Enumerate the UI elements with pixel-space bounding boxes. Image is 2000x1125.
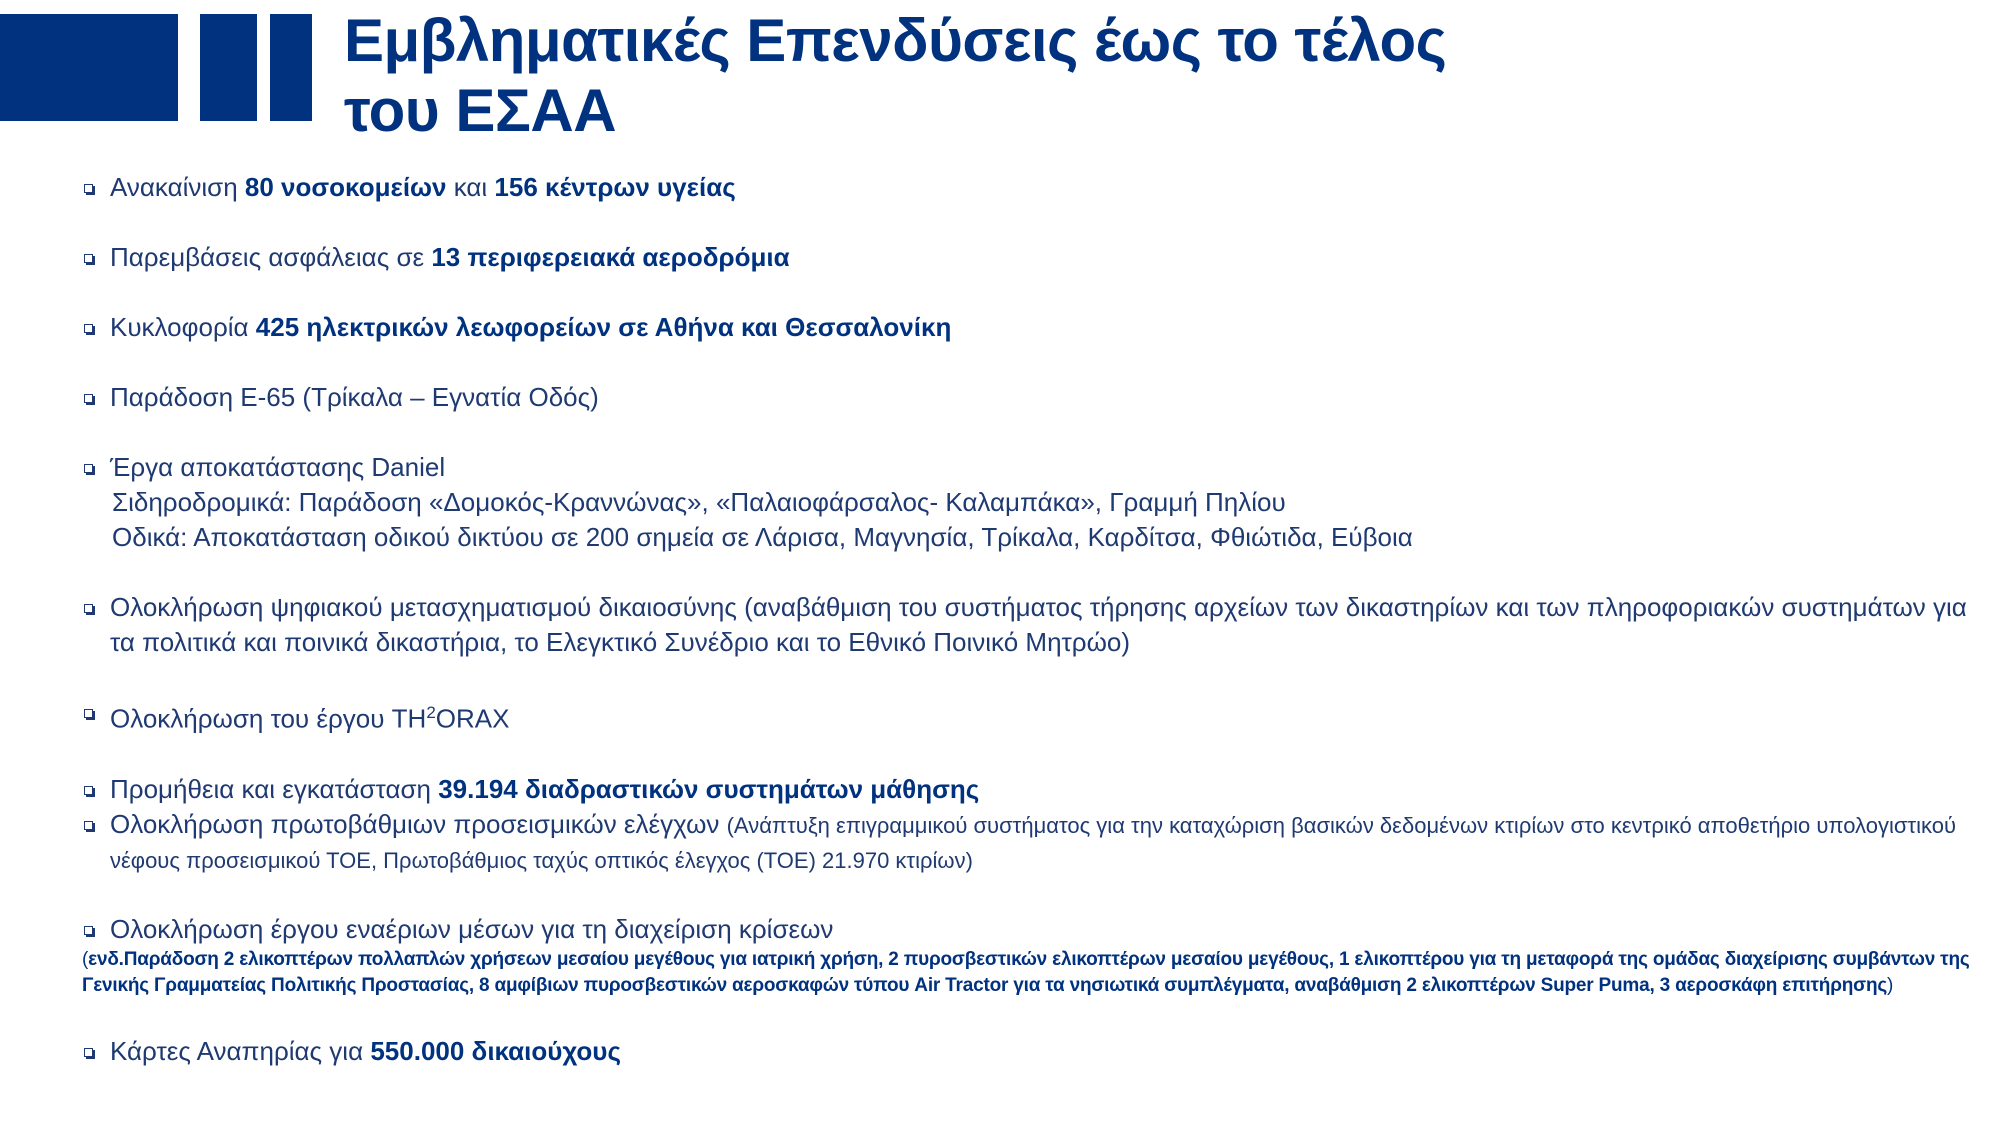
item-subline-rail: Σιδηροδρομικά: Παράδοση «Δομοκός-Κραννώνας», «Παλαιοφάρσαλος- Καλαμπάκα», Γραμμή Πηλίου [112,487,1286,517]
square-bullet-icon [84,324,93,333]
item-text: Κυκλοφορία [110,312,256,342]
item-note: (Ανάπτυξη επιγραμμικού συστήματος για την καταχώριση βασικών δεδομένων κτιρίων στο κεντρικό αποθετήριο υπολογιστικού νέφους προσεισμικού ΤΟΕ, Πρωτοβάθμιος ταχύς οπτικός έλεγχος (ΤΟΕ) 21.970 κτιρίων) [110,812,1956,873]
page-title [344,6,1594,146]
square-bullet-icon [84,709,93,718]
item-detail [82,947,1982,999]
item-text: Ανακαίνιση [110,172,245,202]
item-detail-close-paren: ) [1887,974,1894,996]
header-decor-block-small [270,14,312,121]
item-subline-road: Οδικά: Αποκατάσταση οδικού δικτύου σε 200 σημεία σε Λάρισα, Μαγνησία, Τρίκαλα, Καρδίτσα, Φθιώτιδα, Εύβοια [112,522,1413,552]
item-detail-text: ενδ.Παράδοση 2 ελικοπτέρων πολλαπλών χρήσεων μεσαίου μεγέθους για ιατρική χρήση, 2 πυροσβεστικών ελικοπτέρων μεσαίου μεγέθους, 1 ελικοπτέρου για τη μεταφορά της ομάδας διαχείρισης συμβάντων της Γενικής Γραμματείας Πολιτικής Προστασίας, 8 αμφίβιων πυροσβεστικών αεροσκαφών τύπου Air Tractor για τα νησιωτικά συμπλέγματα, αναβάθμιση 2 ελικοπτέρων Super Puma, 3 αεροσκάφη επιτήρησης [82,948,1970,996]
header-decor-block-medium [200,14,257,121]
item-detail-open-paren: ( [82,948,89,970]
item-text: ORAX [435,703,510,734]
square-bullet-icon [84,786,93,795]
list-item-disability-cards [82,1034,1982,1069]
list-item-e65 [82,380,1982,415]
item-text: Έργα αποκατάστασης Daniel [110,452,446,482]
item-text: Παρεμβάσεις ασφάλειας σε [110,242,432,272]
item-text: Παράδοση Ε-65 (Τρίκαλα – Εγνατία Οδός) [110,382,599,412]
item-text: Ολοκλήρωση πρωτοβάθμιων προσεισμικών ελέγχων [110,808,727,839]
item-bold-text: 550.000 δικαιούχους [370,1035,621,1066]
square-bullet-icon [84,394,93,403]
page-title-line-1: Εμβληματικές Επενδύσεις έως το τέλος [344,7,1447,74]
square-bullet-icon [84,604,93,613]
list-item-thorax [82,695,1982,737]
item-text: και [446,172,495,202]
item-text: Ολοκλήρωση ψηφιακού μετασχηματισμού δικαιοσύνης (αναβάθμιση του συστήματος τήρησης αρχείων των δικαστηρίων και των πληροφοριακών συστημάτων για τα πολιτικά και ποινικά δικαστήρια, το Ελεγκτικό Συνέδριο και το Εθνικό Ποινικό Μητρώο) [110,592,1967,657]
item-bold-text: 425 ηλεκτρικών λεωφορείων σε Αθήνα και Θεσσαλονίκη [255,312,952,342]
item-bold-text: 80 νοσοκομείων [244,172,447,202]
square-bullet-icon [84,1048,93,1057]
item-bold-text: 156 κέντρων υγείας [494,172,736,202]
item-bold-text: 13 περιφερειακά αεροδρόμια [431,242,790,272]
list-item-daniel [82,450,1982,555]
square-bullet-icon [84,184,93,193]
item-superscript: 2 [426,703,436,722]
square-bullet-icon [84,926,93,935]
list-item-justice-digital [82,590,1982,660]
investment-list [82,170,1982,1069]
item-text: Ολοκλήρωση έργου εναέριων μέσων για τη διαχείριση κρίσεων [110,913,834,944]
list-item-learning-systems [82,772,1982,807]
list-item-electric-buses [82,310,1982,345]
page-title-line-2: του ΕΣΑΑ [344,77,617,144]
list-item-seismic-checks [82,807,1982,877]
list-item-hospitals [82,170,1982,205]
square-bullet-icon [84,464,93,473]
square-bullet-icon [84,254,93,263]
list-item-aerial-means [82,912,1982,999]
header-decor-block-large [0,14,178,121]
item-text: Ολοκλήρωση του έργου TH [110,703,427,734]
item-text: Κάρτες Αναπηρίας για [110,1035,371,1066]
list-item-airports [82,240,1982,275]
item-text: Προμήθεια και εγκατάσταση [110,773,439,804]
square-bullet-icon [84,821,93,830]
item-bold-text: 39.194 διαδραστικών συστημάτων μάθησης [438,773,980,804]
